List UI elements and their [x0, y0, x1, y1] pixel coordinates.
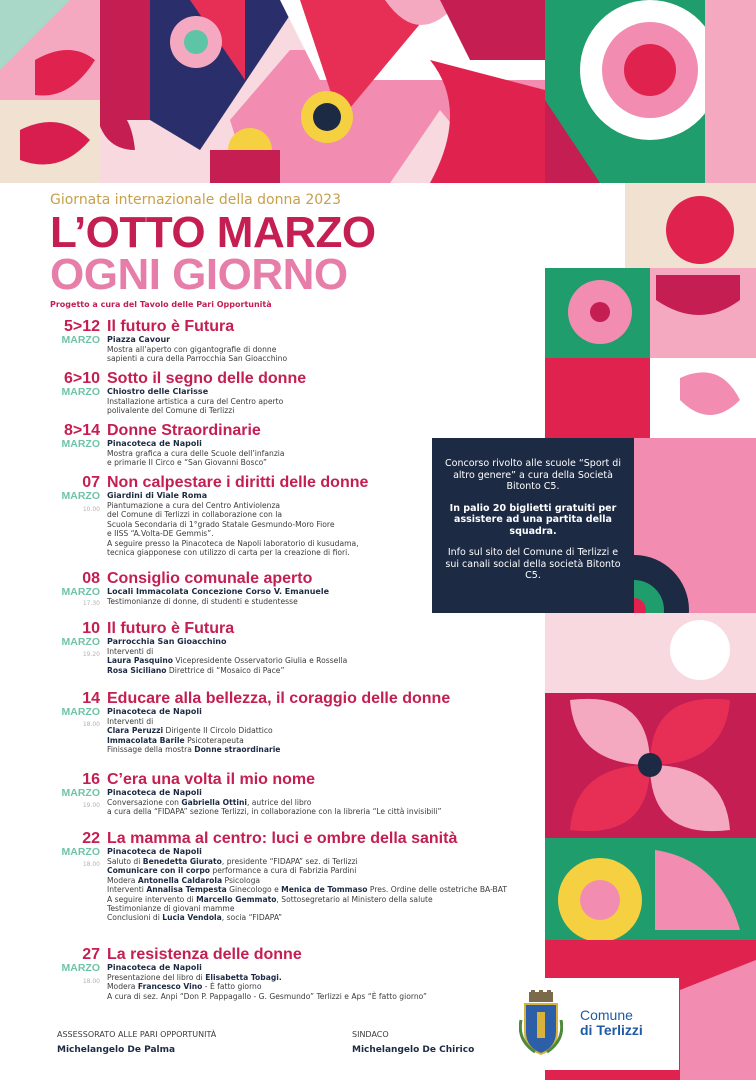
event-month: MARZO	[61, 846, 100, 858]
event-detail: polivalente del Comune di Terlizzi	[107, 406, 235, 416]
event-detail	[107, 656, 347, 665]
t: , socia “FIDAPA”	[221, 913, 283, 923]
conv-text: Conversazione con	[107, 798, 179, 807]
event-month: MARZO	[61, 334, 100, 346]
event-detail: Interventi di	[107, 647, 154, 656]
event-detail	[107, 982, 427, 991]
event-day: 5>12	[63, 318, 100, 335]
event-detail	[107, 866, 507, 875]
event-detail: Testimonianze di giovani mamme	[107, 904, 235, 914]
speaker-role: Psicoterapeuta	[187, 735, 244, 745]
event-detail	[107, 857, 507, 866]
event-detail: Interventi di	[107, 717, 154, 726]
event-title: C’era una volta il mio nome	[107, 771, 316, 788]
event-time: 18.00	[82, 978, 100, 985]
event-detail	[107, 736, 450, 745]
main-title-line2: OGNI GIORNO	[50, 250, 348, 299]
event-month: MARZO	[61, 962, 100, 974]
event-detail: A cura di sez. Anpi “Don P. Pappagallo - G. Gesmundo” Terlizzi e Aps “È fatto giorno”	[107, 991, 427, 1001]
event-detail	[107, 726, 450, 735]
conv-rest: , autrice del libro	[246, 798, 312, 807]
speaker-name: Francesco Vino	[137, 982, 203, 992]
t: , presidente “FIDAPA” sez. di Terlizzi	[221, 857, 358, 866]
event-title: Il futuro è Futura	[107, 318, 235, 335]
t: A seguire intervento di	[107, 894, 194, 904]
t: Modera	[107, 982, 136, 992]
event-month: MARZO	[61, 636, 100, 648]
event-month: MARZO	[61, 787, 100, 799]
event-place: Pinacoteca de Napoli	[107, 439, 202, 448]
footer-name: Michelangelo De Palma	[57, 1045, 176, 1055]
event-detail	[107, 798, 441, 807]
event-detail	[107, 666, 347, 675]
event-day: 14	[82, 690, 100, 707]
footer-sindaco	[352, 1030, 474, 1055]
speaker-role: Direttrice di “Mosaico di Pace”	[168, 665, 285, 675]
event-day: 22	[82, 830, 100, 847]
event-day: 08	[82, 570, 100, 587]
performance-title: Comunicare con il corpo	[107, 866, 211, 876]
event-detail: Mostra all’aperto con gigantografie di donne	[107, 345, 277, 354]
event-place: Piazza Cavour	[107, 335, 171, 344]
event-time: 18.00	[82, 721, 100, 728]
event-day: 07	[82, 474, 100, 491]
t: Presentazione del libro di	[107, 973, 203, 982]
event-month: MARZO	[61, 386, 100, 398]
event-detail	[107, 876, 507, 885]
footer-role: SINDACO	[352, 1030, 389, 1039]
event-detail: sapienti a cura della Parrocchia San Gioacchino	[107, 354, 288, 364]
event-place: Chiostro delle Clarisse	[107, 387, 209, 396]
event-month: MARZO	[61, 706, 100, 718]
event-subtitle: Giornata internazionale della donna 2023	[50, 192, 341, 208]
event-day: 27	[82, 946, 100, 963]
footer-name: Michelangelo De Chirico	[352, 1045, 475, 1055]
t: Saluto di	[107, 857, 141, 866]
event-date	[50, 318, 100, 346]
event-detail: A seguire presso la Pinacoteca de Napoli laboratorio di kusudama,	[107, 538, 359, 548]
t: performance a cura di Fabrizia Pardini	[210, 866, 357, 876]
promo-text: Info sul sito del Comune di Terlizzi e sui canali social della società Bitonto C5.	[445, 547, 621, 581]
event-title: Educare alla bellezza, il coraggio delle donne	[107, 690, 451, 707]
comune-name	[580, 1008, 643, 1038]
event-place: Parrocchia San Gioacchino	[107, 637, 227, 646]
event-time: 19.20	[82, 651, 100, 658]
t: , Sottosegretario al Ministero della salute	[276, 894, 433, 904]
event-time: 18.00	[82, 861, 100, 868]
coat-of-arms-icon	[519, 990, 563, 1058]
event-detail: Mostra grafica a cura delle Scuole dell’infanzia	[107, 449, 285, 458]
footer-role: ASSESSORATO ALLE PARI OPPORTUNITÀ	[57, 1030, 217, 1039]
school-contest-box	[432, 438, 634, 613]
event-time: 17.30	[82, 600, 100, 607]
t: - È fatto giorno	[202, 982, 262, 992]
t: Ginecologo e	[226, 885, 282, 895]
speaker-name: Menica de Tommaso	[281, 885, 368, 895]
event-title: La resistenza delle donne	[107, 946, 302, 963]
event-title: Non calpestare i diritti delle donne	[107, 474, 369, 491]
speaker-name: Clara Peruzzi	[107, 726, 164, 736]
event-day: 6>10	[63, 370, 100, 387]
speaker-name: Lucia Vendola	[162, 913, 222, 923]
t: Interventi	[107, 885, 144, 895]
t: Conclusioni di	[107, 913, 160, 923]
event-detail: Installazione artistica a cura del Centro aperto	[107, 397, 284, 406]
event-detail	[107, 973, 427, 982]
event-detail: del Comune di Terlizzi in collaborazione con la	[107, 510, 282, 520]
event-detail: e primarie II Circo e “San Giovanni Bosco”	[107, 458, 267, 468]
speaker-name: Elisabetta Tobagi.	[205, 973, 282, 982]
speaker-role: Vicepresidente Osservatorio Giulia e Rossella	[175, 656, 348, 666]
event-detail: Scuola Secondaria di 1°grado Statale Gesmundo-Moro Fiore	[107, 519, 335, 529]
event-day: 8>14	[63, 422, 100, 439]
event-title: Il futuro è Futura	[107, 620, 235, 637]
speaker-name: Laura Pasquino	[107, 656, 173, 666]
event-place: Giardini di Viale Roma	[107, 491, 208, 500]
closing-text: Finissage della mostra	[107, 745, 192, 755]
event-place: Pinacoteca de Napoli	[107, 788, 202, 797]
event-day: 10	[82, 620, 100, 637]
event-time: 19.00	[82, 802, 100, 809]
project-credit: Progetto a cura del Tavolo delle Pari Opportunità	[50, 300, 272, 309]
logo-line2: di Terlizzi	[580, 1022, 643, 1038]
header	[50, 192, 540, 309]
event-detail	[107, 913, 507, 922]
t: Pres. Ordine delle ostetriche BA-BAT	[367, 885, 508, 895]
event-detail	[107, 745, 450, 754]
closing-bold: Donne straordinarie	[194, 745, 281, 755]
event-detail: e IISS “A.Volta-DE Gemmis”.	[107, 529, 214, 539]
event-detail: tecnica giapponese con utilizzo di carta per la creazione di fiori.	[107, 548, 350, 558]
event-title: Donne Straordinarie	[107, 422, 261, 439]
event-detail	[107, 895, 507, 904]
event-month: MARZO	[61, 490, 100, 502]
footer-assessorato	[57, 1030, 216, 1055]
speaker-name: Rosa Siciliano	[107, 665, 167, 675]
event-day: 16	[82, 771, 100, 788]
event-month: MARZO	[61, 438, 100, 450]
speaker-name: Antonella Caldarola	[137, 875, 223, 885]
t: Psicologa	[222, 875, 261, 885]
event-title: La mamma al centro: luci e ombre della sanità	[107, 830, 458, 847]
speaker-name: Marcello Gemmato	[196, 894, 277, 904]
event-month: MARZO	[61, 586, 100, 598]
speaker-role: Dirigente II Circolo Didattico	[165, 726, 273, 736]
event-detail: Piantumazione a cura del Centro Antiviolenza	[107, 501, 281, 510]
speaker-name: Gabriella Ottini	[181, 798, 247, 807]
comune-logo	[503, 978, 679, 1070]
event-place: Pinacoteca de Napoli	[107, 707, 202, 716]
event-title: Consiglio comunale aperto	[107, 570, 313, 587]
event-place: Locali Immacolata Concezione Corso V. Emanuele	[107, 587, 329, 596]
t: Modera	[107, 875, 136, 885]
promo-text: Concorso rivolto alle scuole “Sport di altro genere” a cura della Società Bitonto C5.	[445, 458, 621, 492]
event-detail: a cura della “FIDAPA” sezione Terlizzi, in collaborazione con la libreria “Le città invisibili”	[107, 807, 442, 817]
speaker-name: Annalisa Tempesta	[146, 885, 227, 895]
promo-text-bold: In palio 20 biglietti gratuiti per assistere ad una partita della squadra.	[449, 502, 617, 537]
event-time: 10.00	[82, 506, 100, 513]
speaker-name: Immacolata Barile	[107, 735, 185, 745]
event-detail: Testimonianze di donne, di studenti e studentesse	[107, 597, 298, 606]
speaker-name: Benedetta Giurato	[142, 857, 222, 866]
event-place: Pinacoteca de Napoli	[107, 847, 202, 856]
event-place: Pinacoteca de Napoli	[107, 963, 202, 972]
event-title: Sotto il segno delle donne	[107, 370, 307, 387]
event-detail	[107, 885, 507, 894]
main-title-line1: L’OTTO MARZO	[50, 208, 376, 257]
logo-line1: Comune	[580, 1007, 633, 1023]
